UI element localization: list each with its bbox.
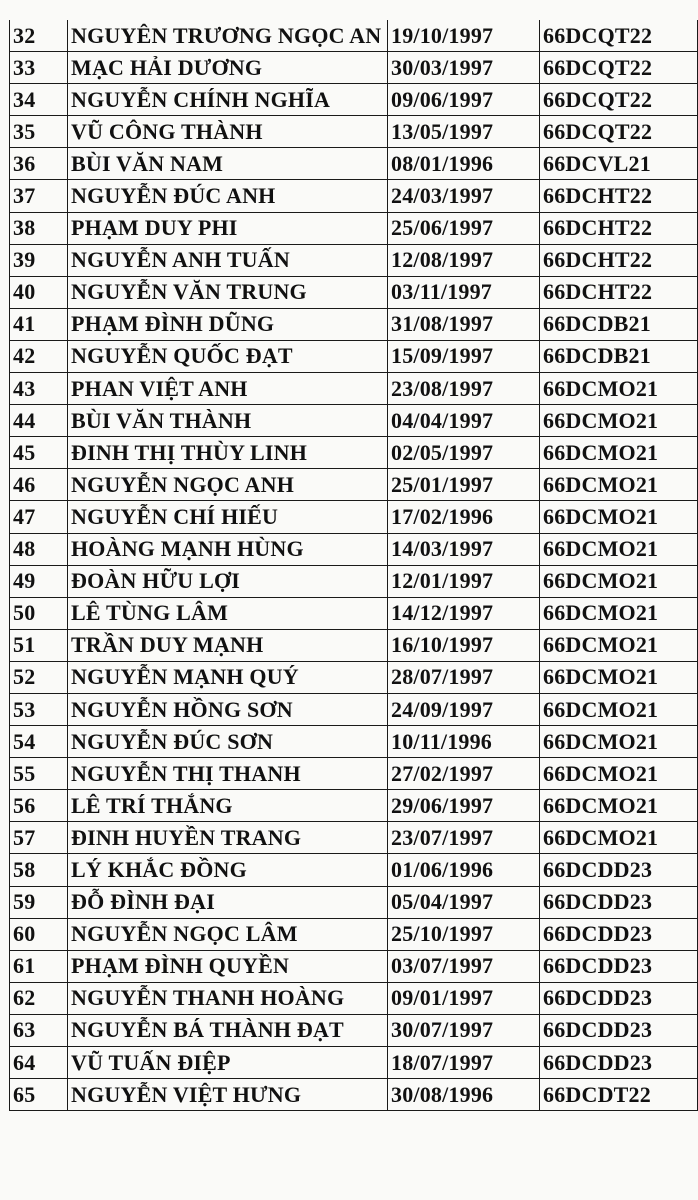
row-number: 33 <box>10 52 68 84</box>
date-of-birth: 25/10/1997 <box>388 918 540 950</box>
class-code: 66DCHT22 <box>540 212 698 244</box>
class-code: 66DCDT22 <box>540 1079 698 1111</box>
row-number: 46 <box>10 469 68 501</box>
date-of-birth: 12/08/1997 <box>388 244 540 276</box>
class-code: 66DCMO21 <box>540 790 698 822</box>
date-of-birth: 28/07/1997 <box>388 661 540 693</box>
table-row <box>10 982 698 1014</box>
table-row <box>10 854 698 886</box>
table-row <box>10 565 698 597</box>
class-code: 66DCMO21 <box>540 405 698 437</box>
row-number: 41 <box>10 308 68 340</box>
class-code: 66DCHT22 <box>540 244 698 276</box>
date-of-birth: 23/07/1997 <box>388 822 540 854</box>
student-name: BÙI VĂN THÀNH <box>68 405 388 437</box>
row-number: 57 <box>10 822 68 854</box>
student-name: LÊ TÙNG LÂM <box>68 597 388 629</box>
date-of-birth: 30/07/1997 <box>388 1014 540 1046</box>
table-row <box>10 950 698 982</box>
date-of-birth: 01/06/1996 <box>388 854 540 886</box>
row-number: 36 <box>10 148 68 180</box>
student-name: ĐINH HUYỀN TRANG <box>68 822 388 854</box>
class-code: 66DCQT22 <box>540 84 698 116</box>
student-name: ĐỖ ĐÌNH ĐẠI <box>68 886 388 918</box>
date-of-birth: 10/11/1996 <box>388 726 540 758</box>
table-row <box>10 661 698 693</box>
row-number: 35 <box>10 116 68 148</box>
table-row <box>10 693 698 725</box>
date-of-birth: 03/11/1997 <box>388 276 540 308</box>
student-name: NGUYỄN ĐÚC SƠN <box>68 726 388 758</box>
student-name: PHẠM ĐÌNH QUYỀN <box>68 950 388 982</box>
date-of-birth: 24/09/1997 <box>388 693 540 725</box>
date-of-birth: 16/10/1997 <box>388 629 540 661</box>
student-name: NGUYỄN MẠNH QUÝ <box>68 661 388 693</box>
class-code: 66DCHT22 <box>540 180 698 212</box>
date-of-birth: 04/04/1997 <box>388 405 540 437</box>
student-name: NGUYỄN THỊ THANH <box>68 758 388 790</box>
student-name: NGUYỄN QUỐC ĐẠT <box>68 340 388 372</box>
student-name: VŨ CÔNG THÀNH <box>68 116 388 148</box>
row-number: 44 <box>10 405 68 437</box>
student-name: NGUYỄN VĂN TRUNG <box>68 276 388 308</box>
table-row <box>10 501 698 533</box>
class-code: 66DCHT22 <box>540 276 698 308</box>
student-name: BÙI VĂN NAM <box>68 148 388 180</box>
student-roster-table <box>9 20 698 1111</box>
date-of-birth: 14/12/1997 <box>388 597 540 629</box>
class-code: 66DCDD23 <box>540 1047 698 1079</box>
row-number: 53 <box>10 693 68 725</box>
date-of-birth: 18/07/1997 <box>388 1047 540 1079</box>
date-of-birth: 15/09/1997 <box>388 340 540 372</box>
class-code: 66DCDD23 <box>540 1014 698 1046</box>
table-row <box>10 597 698 629</box>
table-row <box>10 373 698 405</box>
date-of-birth: 27/02/1997 <box>388 758 540 790</box>
class-code: 66DCMO21 <box>540 533 698 565</box>
table-row <box>10 405 698 437</box>
table-row <box>10 84 698 116</box>
table-row <box>10 1047 698 1079</box>
class-code: 66DCVL21 <box>540 148 698 180</box>
row-number: 50 <box>10 597 68 629</box>
roster-body <box>10 20 698 1111</box>
class-code: 66DCDB21 <box>540 308 698 340</box>
row-number: 61 <box>10 950 68 982</box>
row-number: 42 <box>10 340 68 372</box>
student-name: NGUYỄN ANH TUẤN <box>68 244 388 276</box>
class-code: 66DCQT22 <box>540 52 698 84</box>
table-row <box>10 308 698 340</box>
row-number: 43 <box>10 373 68 405</box>
student-name: NGUYỄN THANH HOÀNG <box>68 982 388 1014</box>
class-code: 66DCDD23 <box>540 886 698 918</box>
class-code: 66DCDD23 <box>540 918 698 950</box>
student-name: ĐINH THỊ THÙY LINH <box>68 437 388 469</box>
table-row <box>10 790 698 822</box>
date-of-birth: 25/01/1997 <box>388 469 540 501</box>
class-code: 66DCMO21 <box>540 693 698 725</box>
row-number: 48 <box>10 533 68 565</box>
class-code: 66DCDB21 <box>540 340 698 372</box>
table-row <box>10 1014 698 1046</box>
table-row <box>10 533 698 565</box>
class-code: 66DCMO21 <box>540 758 698 790</box>
table-row <box>10 276 698 308</box>
table-row <box>10 1079 698 1111</box>
date-of-birth: 17/02/1996 <box>388 501 540 533</box>
student-name: NGUYỄN HỒNG SƠN <box>68 693 388 725</box>
class-code: 66DCQT22 <box>540 116 698 148</box>
student-name: NGUYỄN NGỌC LÂM <box>68 918 388 950</box>
student-name: NGUYỄN ĐÚC ANH <box>68 180 388 212</box>
row-number: 56 <box>10 790 68 822</box>
class-code: 66DCDD23 <box>540 854 698 886</box>
table-row <box>10 52 698 84</box>
row-number: 38 <box>10 212 68 244</box>
class-code: 66DCMO21 <box>540 629 698 661</box>
table-row <box>10 20 698 52</box>
row-number: 55 <box>10 758 68 790</box>
class-code: 66DCDD23 <box>540 982 698 1014</box>
date-of-birth: 30/03/1997 <box>388 52 540 84</box>
table-row <box>10 726 698 758</box>
student-name: MẠC HẢI DƯƠNG <box>68 52 388 84</box>
date-of-birth: 24/03/1997 <box>388 180 540 212</box>
table-row <box>10 758 698 790</box>
class-code: 66DCMO21 <box>540 822 698 854</box>
row-number: 37 <box>10 180 68 212</box>
student-name: LÊ TRÍ THẮNG <box>68 790 388 822</box>
student-name: NGUYỄN VIỆT HƯNG <box>68 1079 388 1111</box>
table-row <box>10 822 698 854</box>
row-number: 58 <box>10 854 68 886</box>
class-code: 66DCMO21 <box>540 597 698 629</box>
row-number: 63 <box>10 1014 68 1046</box>
class-code: 66DCMO21 <box>540 726 698 758</box>
student-name: ĐOÀN HỮU LỢI <box>68 565 388 597</box>
row-number: 52 <box>10 661 68 693</box>
table-row <box>10 469 698 501</box>
class-code: 66DCDD23 <box>540 950 698 982</box>
row-number: 54 <box>10 726 68 758</box>
date-of-birth: 09/01/1997 <box>388 982 540 1014</box>
row-number: 51 <box>10 629 68 661</box>
date-of-birth: 02/05/1997 <box>388 437 540 469</box>
date-of-birth: 09/06/1997 <box>388 84 540 116</box>
class-code: 66DCMO21 <box>540 501 698 533</box>
student-name: NGUYỄN CHÍ HIẾU <box>68 501 388 533</box>
date-of-birth: 31/08/1997 <box>388 308 540 340</box>
date-of-birth: 25/06/1997 <box>388 212 540 244</box>
class-code: 66DCMO21 <box>540 565 698 597</box>
row-number: 59 <box>10 886 68 918</box>
date-of-birth: 08/01/1996 <box>388 148 540 180</box>
row-number: 32 <box>10 20 68 52</box>
student-name: NGUYỄN NGỌC ANH <box>68 469 388 501</box>
date-of-birth: 23/08/1997 <box>388 373 540 405</box>
table-row <box>10 116 698 148</box>
row-number: 40 <box>10 276 68 308</box>
row-number: 60 <box>10 918 68 950</box>
student-name: PHẠM DUY PHI <box>68 212 388 244</box>
row-number: 65 <box>10 1079 68 1111</box>
student-name: LÝ KHẮC ĐỒNG <box>68 854 388 886</box>
date-of-birth: 30/08/1996 <box>388 1079 540 1111</box>
date-of-birth: 12/01/1997 <box>388 565 540 597</box>
student-name: PHAN VIỆT ANH <box>68 373 388 405</box>
row-number: 34 <box>10 84 68 116</box>
student-name: TRẦN DUY MẠNH <box>68 629 388 661</box>
class-code: 66DCMO21 <box>540 661 698 693</box>
table-row <box>10 629 698 661</box>
class-code: 66DCQT22 <box>540 20 698 52</box>
class-code: 66DCMO21 <box>540 437 698 469</box>
student-name: NGUYỄN BÁ THÀNH ĐẠT <box>68 1014 388 1046</box>
table-row <box>10 244 698 276</box>
date-of-birth: 14/03/1997 <box>388 533 540 565</box>
row-number: 39 <box>10 244 68 276</box>
date-of-birth: 29/06/1997 <box>388 790 540 822</box>
student-name: NGUYỄN CHÍNH NGHĨA <box>68 84 388 116</box>
row-number: 62 <box>10 982 68 1014</box>
student-name: NGUYÊN TRƯƠNG NGỌC AN <box>68 20 388 52</box>
class-code: 66DCMO21 <box>540 373 698 405</box>
table-row <box>10 340 698 372</box>
row-number: 64 <box>10 1047 68 1079</box>
table-row <box>10 180 698 212</box>
row-number: 47 <box>10 501 68 533</box>
date-of-birth: 13/05/1997 <box>388 116 540 148</box>
table-row <box>10 918 698 950</box>
class-code: 66DCMO21 <box>540 469 698 501</box>
table-row <box>10 212 698 244</box>
student-name: VŨ TUẤN ĐIỆP <box>68 1047 388 1079</box>
row-number: 45 <box>10 437 68 469</box>
row-number: 49 <box>10 565 68 597</box>
table-row <box>10 886 698 918</box>
date-of-birth: 03/07/1997 <box>388 950 540 982</box>
student-name: PHẠM ĐÌNH DŨNG <box>68 308 388 340</box>
date-of-birth: 19/10/1997 <box>388 20 540 52</box>
table-row <box>10 437 698 469</box>
table-row <box>10 148 698 180</box>
date-of-birth: 05/04/1997 <box>388 886 540 918</box>
student-name: HOÀNG MẠNH HÙNG <box>68 533 388 565</box>
